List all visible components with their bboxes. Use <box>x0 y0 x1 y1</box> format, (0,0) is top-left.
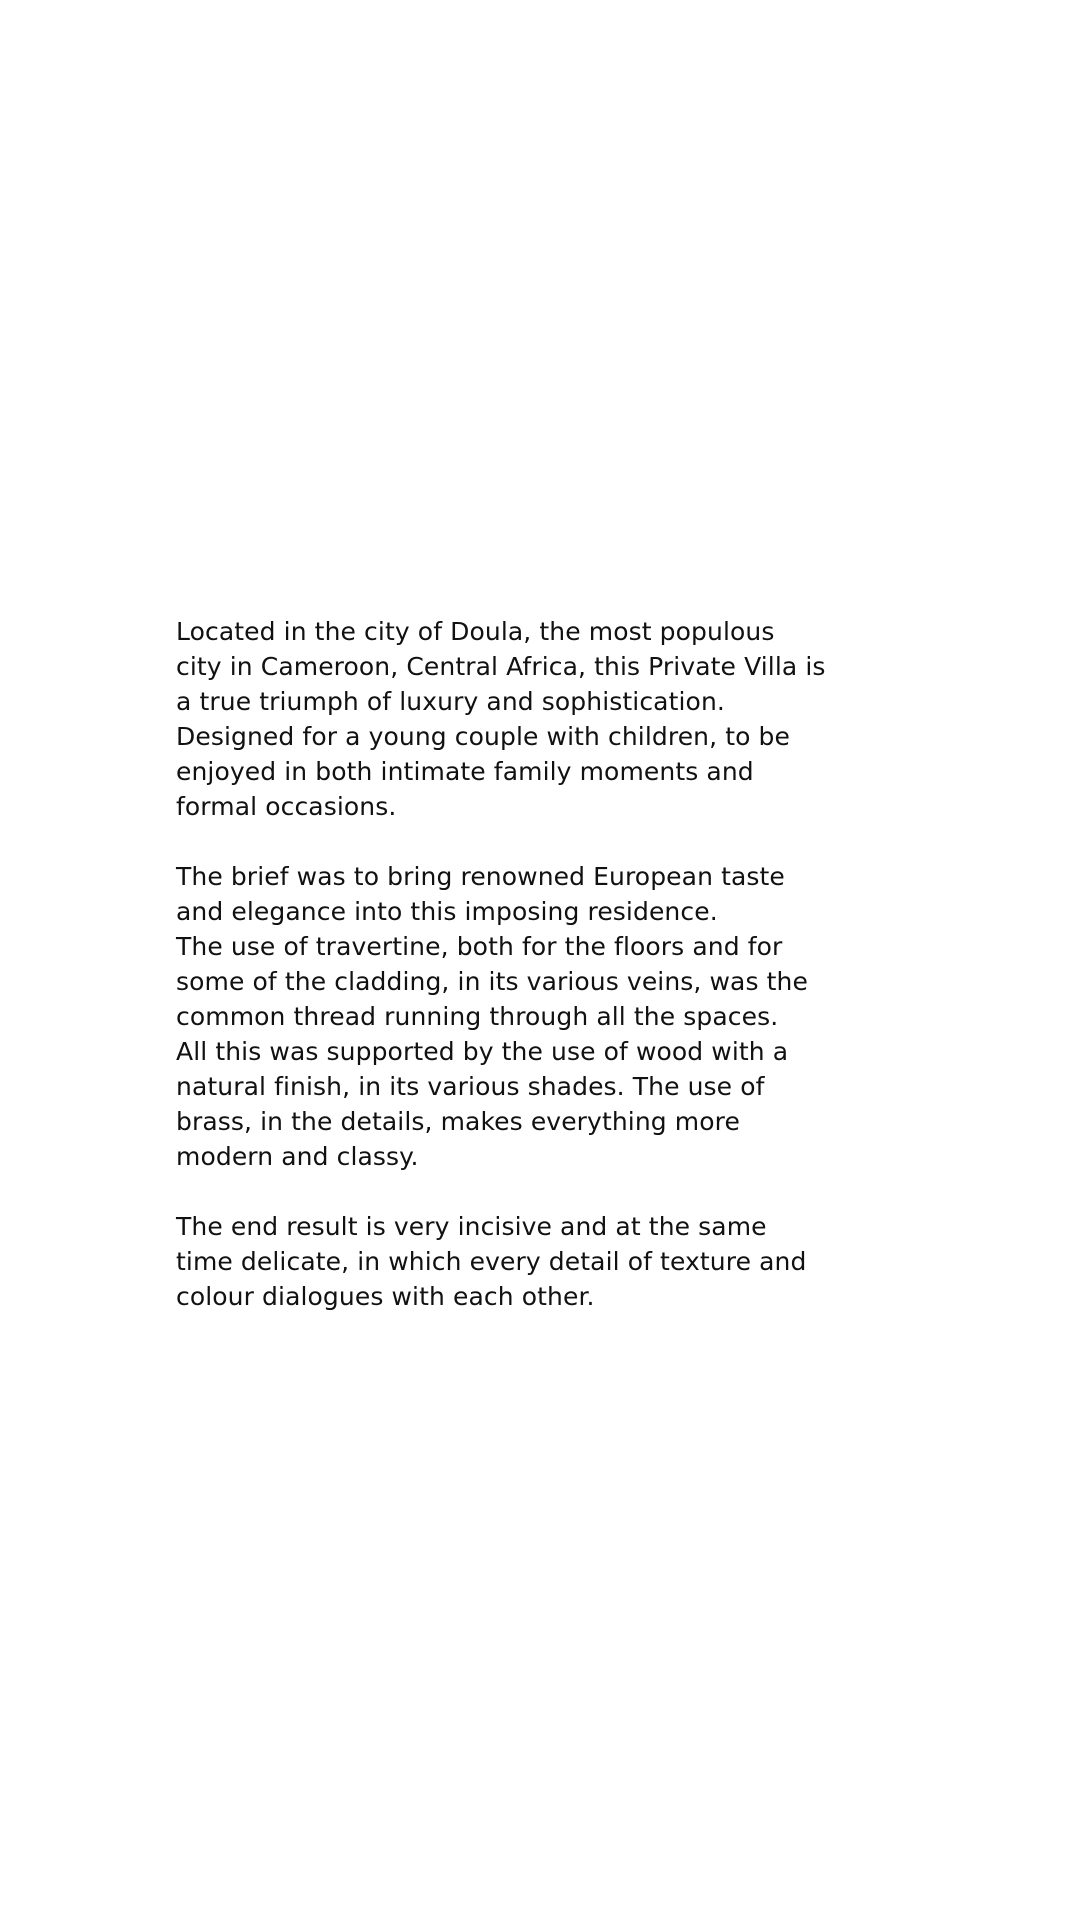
text-line: The brief was to bring renowned European taste <box>176 862 785 891</box>
paragraph-brief <box>176 859 956 1174</box>
text-line: The end result is very incisive and at the same <box>176 1212 767 1241</box>
paragraph-location <box>176 614 956 824</box>
paragraph-result <box>176 1209 956 1314</box>
text-line: The use of travertine, both for the floors and for <box>176 932 783 961</box>
text-line: city in Cameroon, Central Africa, this Private Villa is <box>176 652 826 681</box>
text-line: common thread running through all the spaces. <box>176 1002 779 1031</box>
text-line: brass, in the details, makes everything more <box>176 1107 740 1136</box>
text-line: natural finish, in its various shades. The use of <box>176 1072 765 1101</box>
text-line: enjoyed in both intimate family moments and <box>176 757 754 786</box>
text-line: and elegance into this imposing residence. <box>176 897 718 926</box>
text-line: Designed for a young couple with children, to be <box>176 722 791 751</box>
text-line: formal occasions. <box>176 792 397 821</box>
text-line: colour dialogues with each other. <box>176 1282 595 1311</box>
project-description <box>176 614 956 1349</box>
text-line: time delicate, in which every detail of texture and <box>176 1247 807 1276</box>
text-line: All this was supported by the use of wood with a <box>176 1037 789 1066</box>
text-line: a true triumph of luxury and sophistication. <box>176 687 725 716</box>
text-line: Located in the city of Doula, the most populous <box>176 617 775 646</box>
text-line: modern and classy. <box>176 1142 419 1171</box>
text-line: some of the cladding, in its various veins, was the <box>176 967 808 996</box>
